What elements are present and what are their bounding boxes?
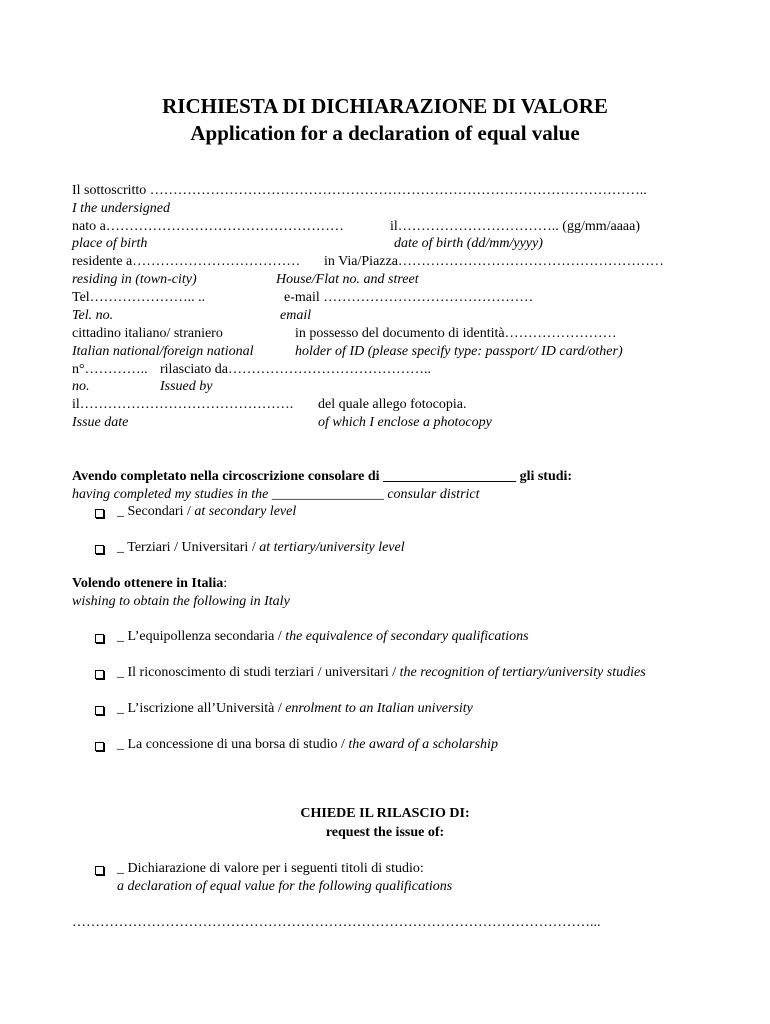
undersigned-label-en: I the undersigned (72, 201, 170, 216)
option-equivalence: _ L’equipollenza secondaria / the equivalence of secondary qualifications (117, 629, 529, 644)
email-field[interactable]: e-mail ……………………………………… (284, 290, 534, 305)
checkbox-equivalence[interactable] (95, 634, 104, 643)
date-of-birth-label-en: date of birth (dd/mm/yyyy) (394, 236, 543, 251)
street-field[interactable]: in Via/Piazza………………………………………………… (324, 254, 664, 269)
option-tertiary: _ Terziari / Universitari / at tertiary/university level (117, 540, 405, 555)
checkbox-recognition[interactable] (95, 670, 104, 679)
request-heading: CHIEDE IL RILASCIO DI: (300, 806, 470, 821)
citizenship-field[interactable]: cittadino italiano/ straniero (72, 326, 223, 341)
option-recognition: _ Il riconoscimento di studi terziari / universitari / the recognition of tertiary/university studies (117, 665, 646, 680)
issue-date-field[interactable]: il………………………………………. (72, 397, 294, 412)
issue-date-label-en: Issue date (72, 415, 129, 430)
option-declaration: _ Dichiarazione di valore per i seguenti titoli di studio: (117, 861, 424, 876)
checkbox-declaration[interactable] (95, 866, 104, 875)
id-number-label-en: no. (72, 379, 90, 394)
citizenship-label-en: Italian national/foreign national (72, 344, 254, 359)
option-secondary: _ Secondari / at secondary level (117, 504, 297, 519)
photocopy-note-en: of which I enclose a photocopy (318, 415, 492, 430)
document-subtitle: Application for a declaration of equal value (190, 121, 580, 145)
street-label-en: House/Flat no. and street (276, 272, 419, 287)
undersigned-field[interactable]: Il sottoscritto …………………………………………………………………………………………….. (72, 183, 647, 198)
telephone-label-en: Tel. no. (72, 308, 114, 323)
checkbox-scholarship[interactable] (95, 742, 104, 751)
studies-heading-en: having completed my studies in the ________________ consular district (72, 487, 480, 502)
qualifications-dotted-line[interactable]: …………………………………………………………………………………………………... (72, 915, 601, 930)
obtain-heading-en: wishing to obtain the following in Italy (72, 594, 290, 609)
date-of-birth-field[interactable]: il…………………………….. (gg/mm/aaaa) (390, 219, 641, 234)
checkbox-enrolment[interactable] (95, 706, 104, 715)
issued-by-label-en: Issued by (160, 379, 213, 394)
place-of-birth-label-en: place of birth (72, 236, 148, 251)
option-declaration-en: a declaration of equal value for the following qualifications (117, 879, 453, 894)
document-title: RICHIESTA DI DICHIARAZIONE DI VALORE (162, 94, 608, 118)
option-enrolment: _ L’iscrizione all’Università / enrolment to an Italian university (117, 701, 473, 716)
option-scholarship: _ La concessione di una borsa di studio / the award of a scholarship (117, 737, 498, 752)
id-document-field[interactable]: in possesso del documento di identità…………………… (295, 326, 617, 341)
telephone-field[interactable]: Tel………………….. .. (72, 290, 206, 305)
obtain-heading: Volendo ottenere in Italia: (72, 576, 228, 591)
place-of-birth-field[interactable]: nato a…………………………………………… (72, 219, 344, 234)
residence-field[interactable]: residente a……………………………… (72, 254, 301, 269)
residence-label-en: residing in (town-city) (72, 272, 197, 287)
id-number-field[interactable]: n°………….. (72, 362, 148, 377)
request-heading-en: request the issue of: (325, 825, 445, 840)
studies-heading: Avendo completato nella circoscrizione consolare di ___________________ gli studi: (72, 469, 573, 484)
email-label-en: email (280, 308, 312, 323)
checkbox-tertiary[interactable] (95, 545, 104, 554)
id-document-label-en: holder of ID (please specify type: passport/ ID card/other) (295, 344, 623, 359)
issued-by-field[interactable]: rilasciato da…………………………………….. (160, 362, 432, 377)
photocopy-note: del quale allego fotocopia. (318, 397, 467, 412)
checkbox-secondary[interactable] (95, 509, 104, 518)
